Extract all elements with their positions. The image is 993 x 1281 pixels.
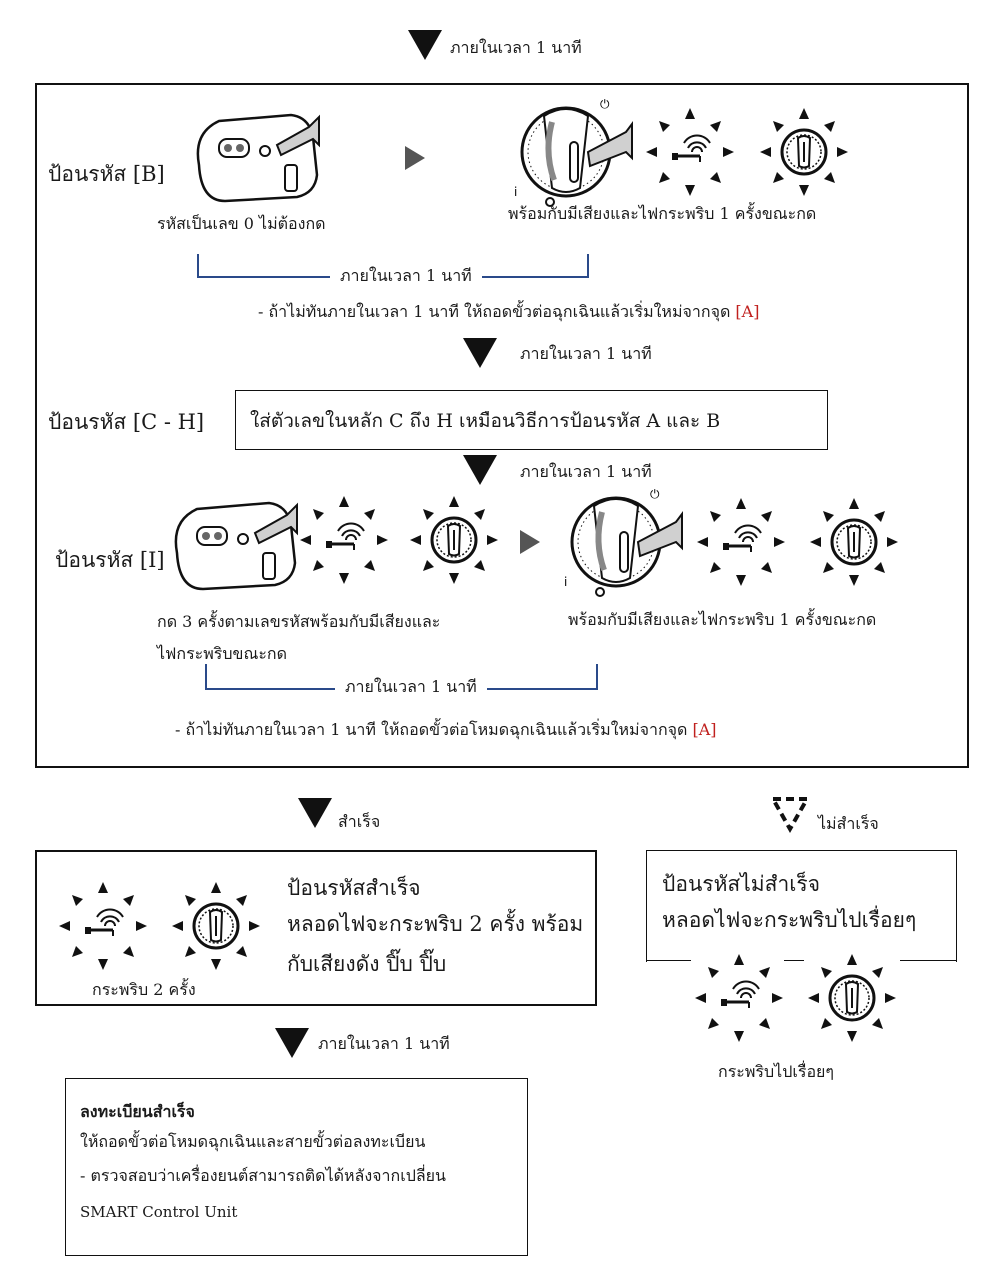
section-b-note-text: - ถ้าไม่ทันภายในเวลา 1 นาที ให้ถอดขั้วต่อฉุกเฉินแล้วเริ่มใหม่จากจุด: [258, 302, 736, 321]
fail-arrow-label: ไม่สำเร็จ: [818, 814, 879, 833]
knob-flash-icon: [806, 494, 902, 590]
section-b-title: ป้อนรหัส [B]: [48, 162, 165, 186]
fail-box-bottom-right: [900, 960, 957, 961]
flow-down-arrow-icon: [463, 338, 497, 368]
ignition-knob-icon: [560, 490, 680, 600]
flow-down-arrow-icon: [463, 455, 497, 485]
fail-arrow-icon: [770, 796, 810, 832]
middle-arrow-label-1: ภายในเวลา 1 นาที: [520, 344, 652, 363]
fail-line2: หลอดไฟจะกระพริบไปเรื่อยๆ: [662, 908, 917, 932]
fail-box-bottom-mid: [784, 960, 804, 961]
fail-box-bottom-left: [646, 960, 691, 961]
fail-caption: กระพริบไปเรื่อยๆ: [718, 1062, 835, 1081]
knob-flash-icon: [804, 950, 900, 1046]
indicator-light-flash-icon: [55, 878, 151, 974]
indicator-light-flash-icon: [691, 950, 787, 1046]
section-i-note: [175, 720, 717, 739]
section-i-note-ref: [A]: [692, 720, 717, 739]
section-ch-box-text: ใส่ตัวเลขในหลัก C ถึง H เหมือนวิธีการป้อนรหัส A และ B: [250, 410, 721, 432]
success-arrow-label: สำเร็จ: [338, 812, 381, 831]
registration-line1: ให้ถอดขั้วต่อโหมดฉุกเฉินและสายขั้วต่อลงทะเบียน: [80, 1132, 426, 1151]
success-line2: หลอดไฟจะกระพริบ 2 ครั้ง พร้อม: [287, 912, 584, 936]
section-b-note-ref: [A]: [735, 302, 760, 321]
fail-box: [646, 850, 957, 962]
section-i-left-caption-line1: กด 3 ครั้งตามเลขรหัสพร้อมกับมีเสียงและ: [157, 612, 441, 631]
indicator-light-flash-icon: [642, 104, 738, 200]
step-arrow-icon: [520, 530, 540, 554]
step-arrow-icon: [405, 146, 425, 170]
registration-title: ลงทะเบียนสำเร็จ: [80, 1102, 195, 1121]
section-b-left-caption: รหัสเป็นเลข 0 ไม่ต้องกด: [157, 214, 326, 233]
section-i-left-caption-line2: ไฟกระพริบขณะกด: [157, 644, 287, 663]
knob-flash-icon: [406, 492, 502, 588]
registration-line2: - ตรวจสอบว่าเครื่องยนต์สามารถติดได้หลังจากเปลี่ยน: [80, 1166, 446, 1185]
section-b-right-caption: พร้อมกับมีเสียงและไฟกระพริบ 1 ครั้งขณะกด: [508, 204, 817, 223]
top-arrow-label: ภายในเวลา 1 นาที: [450, 38, 582, 57]
section-b-bracket-label: ภายในเวลา 1 นาที: [330, 266, 482, 285]
flow-down-arrow-icon: [408, 30, 442, 60]
section-i-bracket-label: ภายในเวลา 1 นาที: [335, 677, 487, 696]
success-caption: กระพริบ 2 ครั้ง: [92, 980, 196, 999]
ignition-knob-icon: [510, 100, 630, 210]
section-i-title: ป้อนรหัส [I]: [55, 548, 165, 572]
section-i-note-text: - ถ้าไม่ทันภายในเวลา 1 นาที ให้ถอดขั้วต่อโหมดฉุกเฉินแล้วเริ่มใหม่จากจุด: [175, 720, 693, 739]
section-b-note: [258, 302, 759, 321]
bottom-arrow-label: ภายในเวลา 1 นาที: [318, 1034, 450, 1053]
middle-arrow-label-2: ภายในเวลา 1 นาที: [520, 462, 652, 481]
success-line3: กับเสียงดัง ปิ๊บ ปิ๊บ: [287, 952, 447, 976]
section-i-right-caption: พร้อมกับมีเสียงและไฟกระพริบ 1 ครั้งขณะกด: [568, 610, 877, 629]
success-line1: ป้อนรหัสสำเร็จ: [287, 876, 421, 900]
flow-down-arrow-icon: [275, 1028, 309, 1058]
smart-key-fob-icon: [190, 110, 320, 205]
registration-line3: SMART Control Unit: [80, 1203, 238, 1221]
fail-line1: ป้อนรหัสไม่สำเร็จ: [662, 872, 821, 896]
knob-flash-icon: [168, 878, 264, 974]
indicator-light-flash-icon: [296, 492, 392, 588]
smart-key-fob-icon: [168, 498, 298, 593]
section-ch-title: ป้อนรหัส [C - H]: [48, 410, 205, 434]
indicator-light-flash-icon: [693, 494, 789, 590]
knob-flash-icon: [756, 104, 852, 200]
success-arrow-icon: [298, 798, 332, 828]
